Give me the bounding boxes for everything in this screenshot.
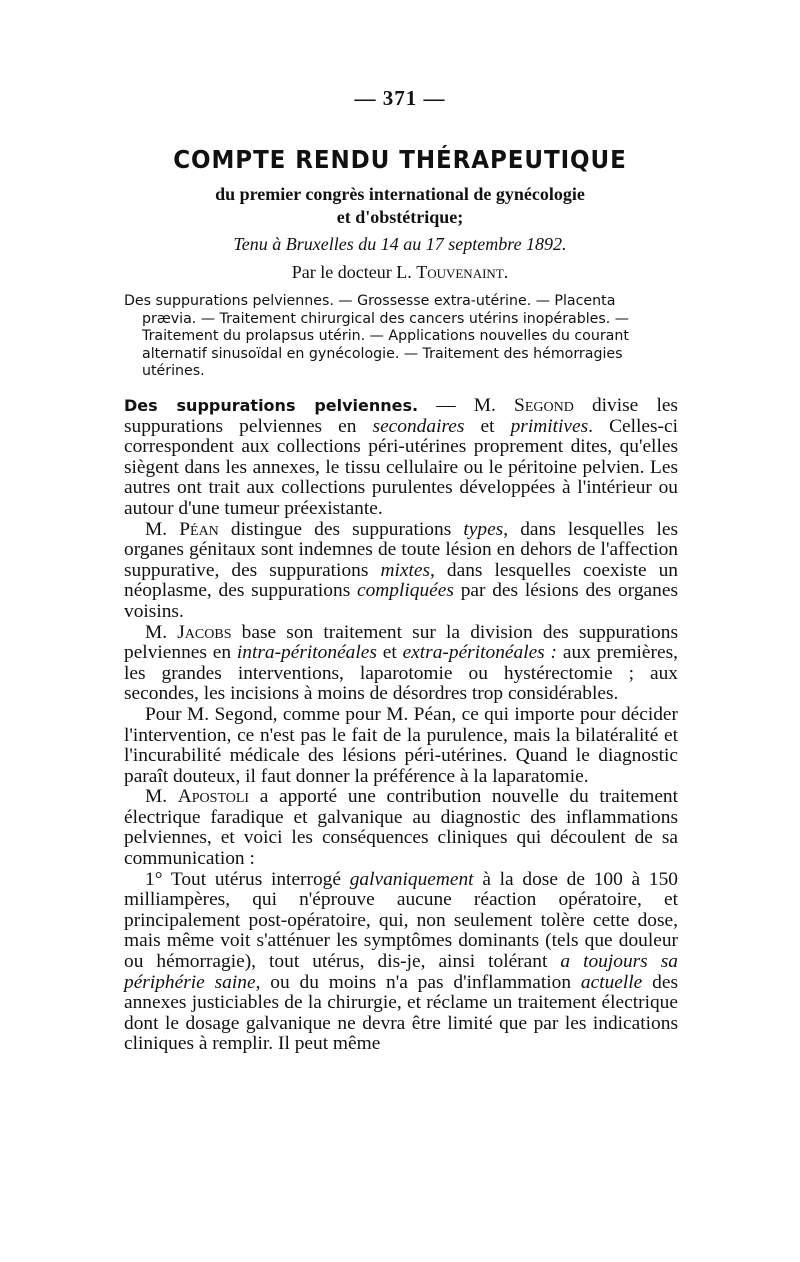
text: , dans lesquelles coexiste un néoplasme, des suppurations — [124, 559, 679, 602]
text: distingue des suppurations — [218, 518, 464, 540]
paragraph — [124, 787, 678, 869]
subtitle-line-1: du premier congrès international de gynécologie — [215, 184, 585, 204]
text: . Celles-ci correspondent aux collections péri-utérines proprement dites, qu'elles siègent dans les annexes, le tissu cellulaire ou le péritoine pelvien. Les autres ont trait aux collections purulentes développées à l'intérieur ou autour d'une tumeur préexistante. — [124, 415, 678, 519]
text: M. — [145, 621, 178, 643]
author-prefix: Par le docteur L. — [291, 262, 412, 282]
summary-line: Traitement du prolapsus utérin. — Applications nouvelles du courant — [142, 328, 629, 344]
paragraph: Pour M. Segond, comme pour M. Péan, ce qui importe pour décider l'intervention, ce n'est pas le fait de la purulence, mais la bilatéralité et l'incurabilité médicale des lésions péri-utérines. Quand le diagnostic paraît douteux, il faut donner la préférence à la laparatomie. — [124, 703, 678, 787]
text: M. — [145, 518, 180, 540]
text: aux premières, les grandes interventions, laparotomie ou hystérectomie ; aux secondes, les incisions à moins de désordres trop considérables. — [124, 642, 678, 705]
emphasis: compliquées — [357, 580, 454, 602]
summary-line: Des suppurations pelviennes. — Grossesse extra-utérine. — Placenta — [124, 293, 616, 309]
paragraph — [124, 396, 678, 520]
subtitle — [0, 183, 800, 229]
emphasis: types — [463, 518, 504, 540]
person-name: Péan — [179, 518, 219, 540]
emphasis: secondaires — [372, 415, 465, 437]
emphasis: primitives — [510, 415, 589, 437]
person-name: Jacobs — [177, 621, 232, 643]
congress-dates: Tenu à Bruxelles du 14 au 17 septembre 1892. — [233, 234, 567, 254]
summary-line: prævia. — Traitement chirurgical des cancers utérins inopérables. — — [142, 310, 629, 327]
emphasis: intra-péritonéales — [236, 642, 377, 664]
text: et — [464, 415, 511, 437]
emphasis: mixtes — [380, 559, 430, 581]
page-number: — 371 — — [354, 86, 446, 110]
text: M. — [145, 786, 178, 808]
body-text — [124, 396, 678, 1055]
text: , ou du moins n'a pas d'inflammation — [255, 971, 581, 993]
emphasis: actuelle — [580, 971, 643, 993]
text: à la dose de 100 à 150 milliampères, qui n'éprouve aucune réaction opératoire, et principalement post-opératoire, qui, non seulement tolère cette dose, mais même voit s'atténuer les symptômes dominants (tels que douleur ou hémorragie), tout utérus, dis-je, ainsi tolérant — [124, 868, 678, 973]
paragraph — [124, 623, 678, 705]
emphasis: a toujours sa périphérie saine — [124, 951, 679, 993]
author-line — [0, 262, 800, 283]
paragraph — [124, 870, 678, 1055]
author-name: Touvenaint. — [416, 262, 509, 282]
person-name: Apostoli — [177, 786, 250, 808]
emphasis: galvaniquement — [349, 868, 474, 890]
summary-block — [124, 293, 672, 381]
page-title: COMPTE RENDU THÉRAPEUTIQUE — [173, 145, 627, 174]
text: des annexes justiciables de la chirurgie, et réclame un traitement électrique dont le dosage galvanique ne devra être limité que par les indications cliniques à remplir. Il peut même — [124, 971, 678, 1055]
summary-line: alternatif sinusoïdal en gynécologie. — Traitement des hémorragies — [142, 345, 623, 362]
emphasis: extra-péritonéales : — [402, 642, 558, 664]
text: base son traitement sur la division des suppurations pelviennes en — [124, 621, 678, 664]
subtitle-line-2: et d'obstétrique; — [336, 207, 464, 227]
summary-line: utérines. — [142, 363, 205, 379]
paragraph — [124, 520, 678, 623]
text: , dans lesquelles les organes génitaux sont indemnes de toute lésion en dehors de l'affection suppurative, des suppurations — [124, 518, 679, 581]
text: et — [376, 642, 403, 664]
section-heading: Des suppurations pelviennes. — [124, 396, 419, 415]
text: par des lésions des organes voisins. — [124, 580, 678, 622]
text: 1° Tout utérus interrogé — [145, 868, 350, 890]
text: — M. — [418, 395, 515, 416]
text: divise les suppurations pelviennes en — [124, 395, 678, 437]
person-name: Segond — [514, 395, 574, 416]
text: a apporté une contribution nouvelle du traitement électrique faradique et galvanique au diagnostic des inflammations pelviennes, et voici les conséquences cliniques qui découlent de sa communication : — [124, 786, 679, 870]
